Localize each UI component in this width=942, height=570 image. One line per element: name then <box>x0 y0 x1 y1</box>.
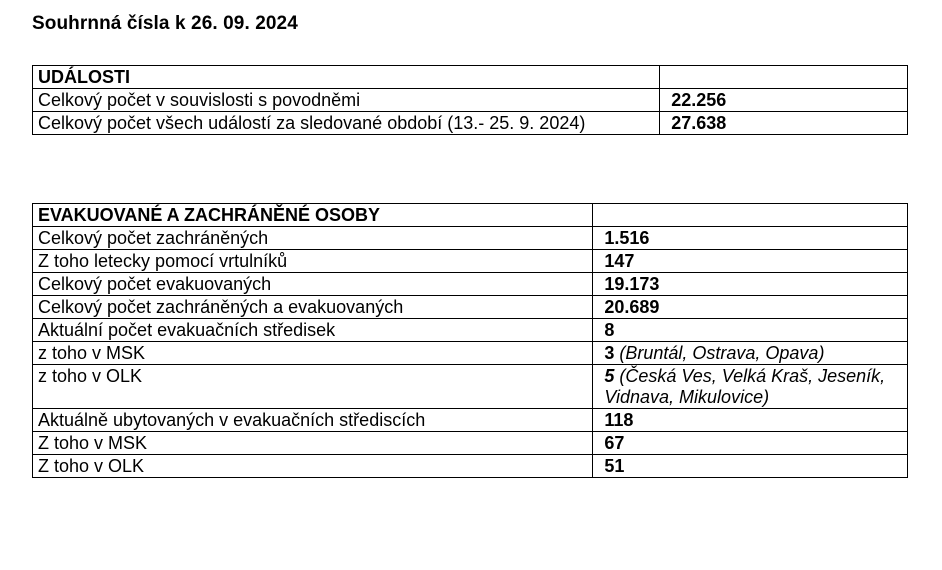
row-value: 22.256 <box>660 89 908 112</box>
row-label: Celkový počet zachráněných <box>33 227 593 250</box>
row-label: Celkový počet evakuovaných <box>33 273 593 296</box>
row-value <box>593 409 908 432</box>
row-label: Aktuálně ubytovaných v evakuačních střediscích <box>33 409 593 432</box>
value-number: 20.689 <box>604 297 660 317</box>
table-row <box>33 319 908 342</box>
table-row <box>33 455 908 478</box>
row-label: z toho v MSK <box>33 342 593 365</box>
table-row <box>33 227 908 250</box>
value-number: 51 <box>604 456 625 476</box>
table-row <box>33 112 908 135</box>
row-label: Aktuální počet evakuačních středisek <box>33 319 593 342</box>
table-row <box>33 250 908 273</box>
table-header-row <box>33 66 908 89</box>
value-number: 8 <box>604 320 615 340</box>
value-number: 5 <box>604 366 615 386</box>
table-row <box>33 273 908 296</box>
value-number: 3 <box>604 343 615 363</box>
row-value <box>593 432 908 455</box>
row-value <box>593 250 908 273</box>
row-label: z toho v OLK <box>33 365 593 409</box>
table-header-row <box>33 204 908 227</box>
events-header: UDÁLOSTI <box>33 66 660 89</box>
row-label: Z toho letecky pomocí vrtulníků <box>33 250 593 273</box>
empty-header-cell <box>660 66 908 89</box>
table-row <box>33 365 908 409</box>
value-number: 118 <box>604 410 634 430</box>
value-number: 19.173 <box>604 274 660 294</box>
row-value <box>593 296 908 319</box>
table-row <box>33 409 908 432</box>
row-label: Z toho v OLK <box>33 455 593 478</box>
value-number: 147 <box>604 251 635 271</box>
page-title: Souhrnná čísla k 26. 09. 2024 <box>32 13 298 34</box>
row-label: Z toho v MSK <box>33 432 593 455</box>
row-value <box>593 455 908 478</box>
evacuation-header: EVAKUOVANÉ A ZACHRÁNĚNÉ OSOBY <box>33 204 593 227</box>
row-value: 27.638 <box>660 112 908 135</box>
row-value <box>593 319 908 342</box>
value-number: 67 <box>604 433 625 453</box>
row-label: Celkový počet všech událostí za sledované období (13.- 25. 9. 2024) <box>33 112 660 135</box>
evacuation-table <box>32 203 908 478</box>
row-label: Celkový počet v souvislosti s povodněmi <box>33 89 660 112</box>
row-value <box>593 365 908 409</box>
row-value <box>593 273 908 296</box>
table-row <box>33 89 908 112</box>
row-value <box>593 342 908 365</box>
value-number: 1.516 <box>604 228 650 248</box>
empty-header-cell <box>593 204 908 227</box>
row-value <box>593 227 908 250</box>
table-row <box>33 432 908 455</box>
value-note: (Bruntál, Ostrava, Opava) <box>619 343 825 363</box>
value-note: (Česká Ves, Velká Kraš, Jeseník, Vidnava, Mikulovice) <box>604 366 886 407</box>
row-label: Celkový počet zachráněných a evakuovaných <box>33 296 593 319</box>
events-table <box>32 65 908 135</box>
table-row <box>33 342 908 365</box>
table-row <box>33 296 908 319</box>
